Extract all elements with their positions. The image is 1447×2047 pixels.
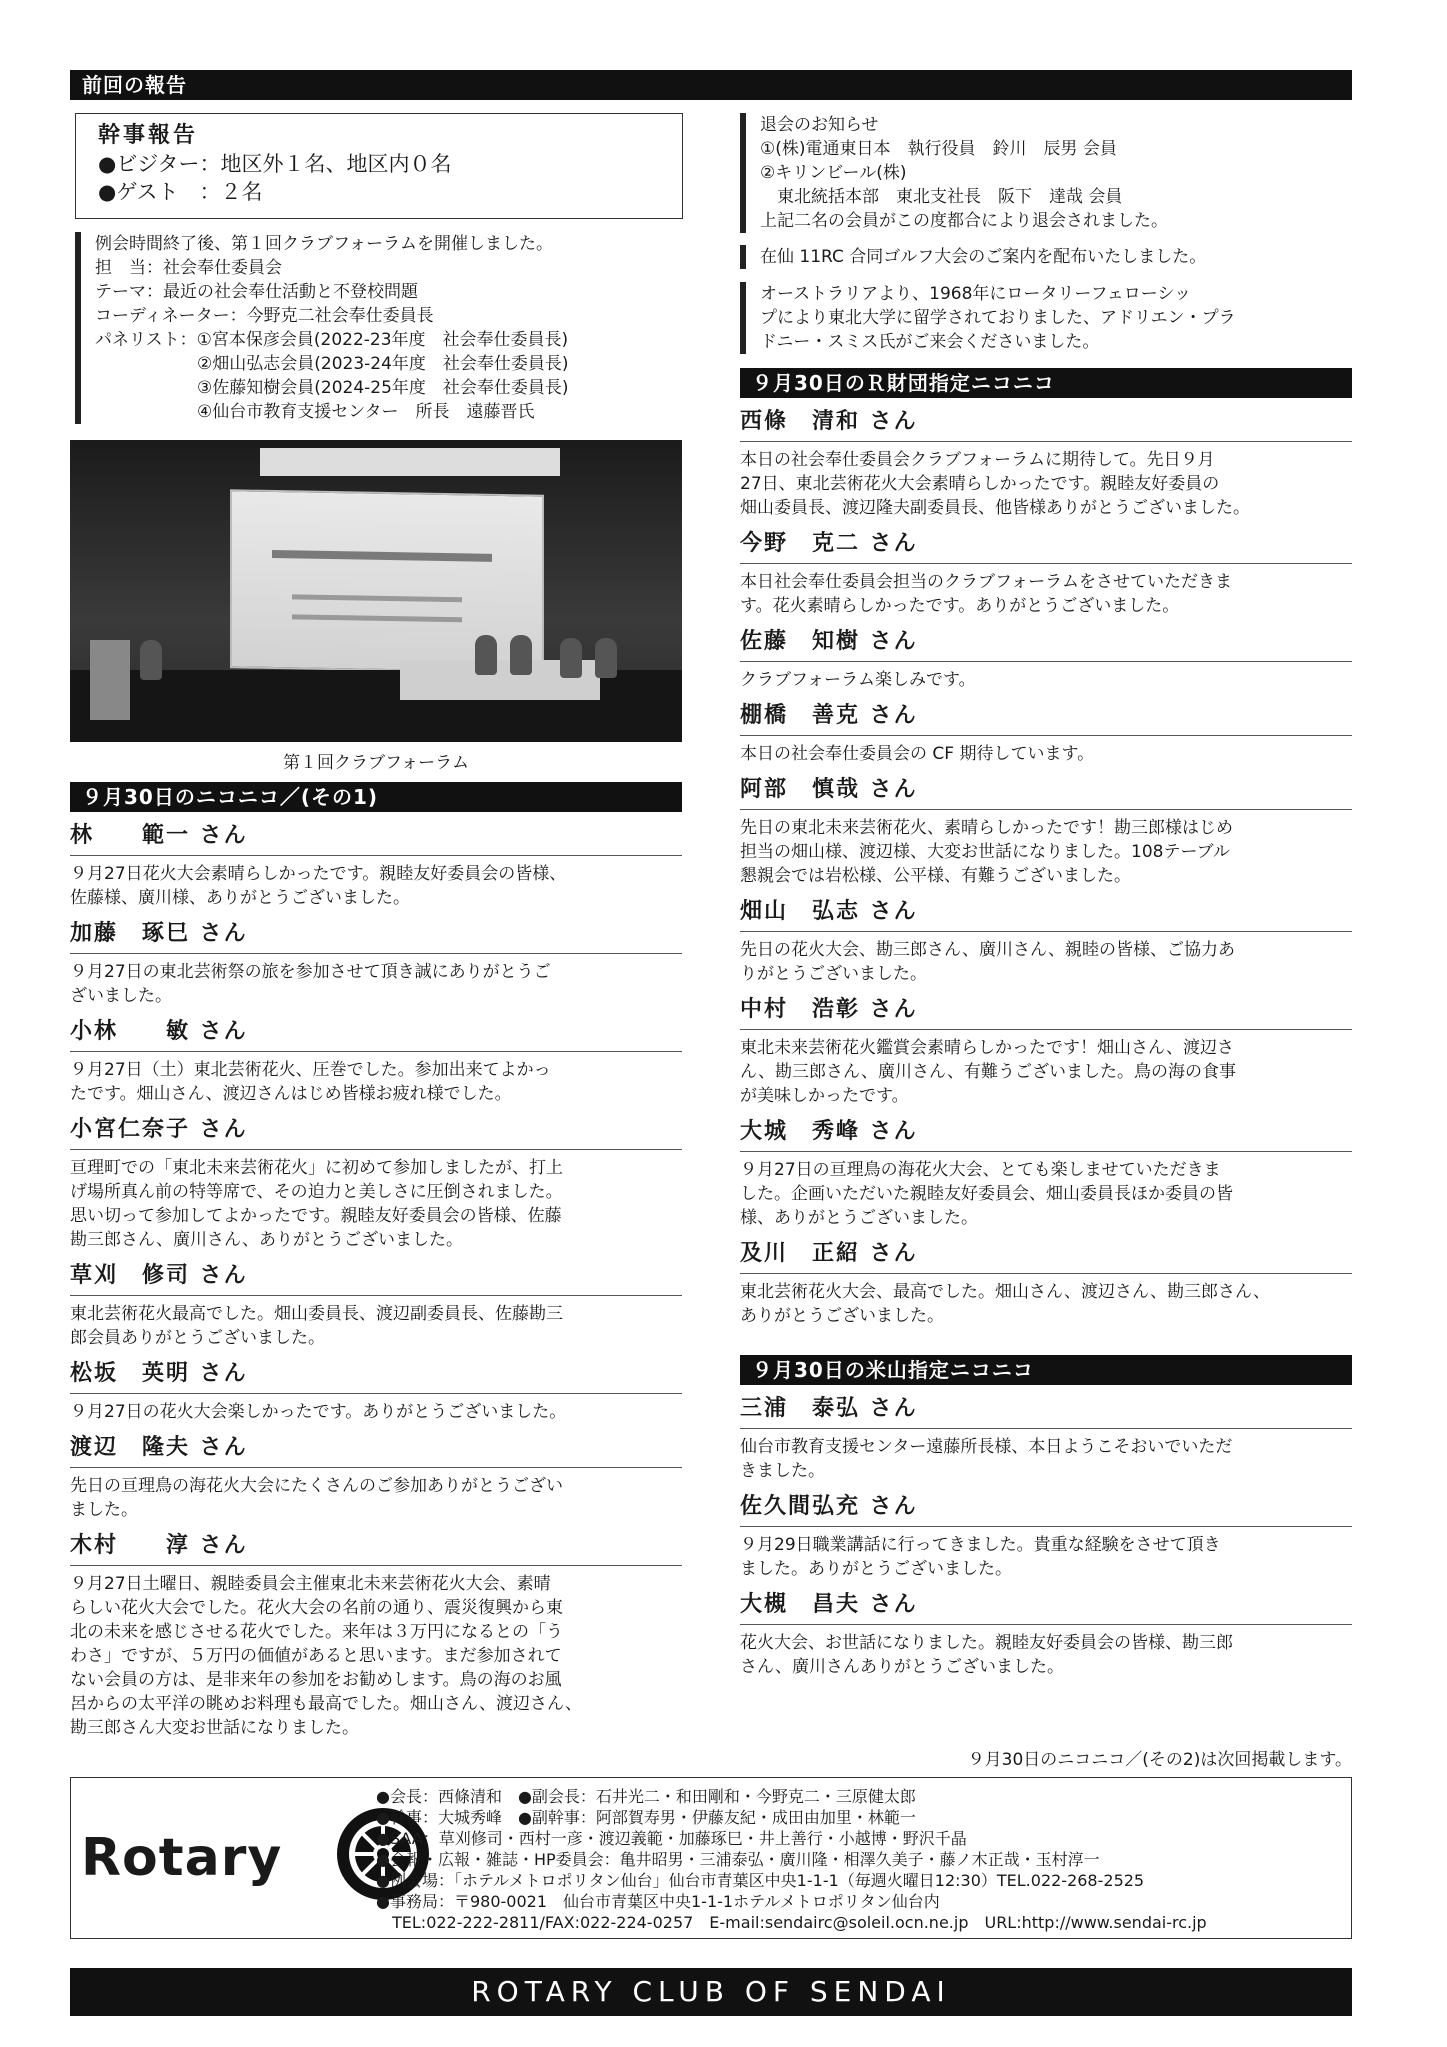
list-item xyxy=(740,1391,1352,1483)
forum-line: コーディネーター：今野克二社会奉仕委員長 xyxy=(95,306,434,326)
member-message: 東北未来芸術花火鑑賞会素晴らしかったです！畑山さん、渡辺さ ん、勘三郎さん、廣川さん、有難うございました。鳥の海の食事 が美味しかったです。 xyxy=(740,1038,1237,1106)
club-forum-info xyxy=(75,232,683,424)
australia-line: ドニー・スミス氏がご来会くださいました。 xyxy=(760,332,1100,352)
list-item xyxy=(740,1489,1352,1581)
member-name: 小宮仁奈子 さん xyxy=(70,1112,682,1150)
member-message: ９月27日の東北芸術祭の旅を参加させて頂き誠にありがとうご ざいました。 xyxy=(70,962,551,1006)
member-message: 本日社会奉仕委員会担当のクラブフォーラムをさせていただきま す。花火素晴らしかったです。ありがとうございました。 xyxy=(740,572,1232,616)
member-message: ９月27日（土）東北芸術花火、圧巻でした。参加出来てよかっ たです。畑山さん、渡辺さんはじめ皆様お疲れ様でした。 xyxy=(70,1060,551,1104)
list-item xyxy=(740,992,1352,1108)
nikoniko-part1-title: ９月30日のニコニコ／(その1) xyxy=(82,785,379,809)
footer-line: ●会報・広報・雑誌・HP委員会：亀井昭男・三浦泰弘・廣川隆・相澤久美子・藤ノ木正哉・玉村淳一 xyxy=(376,1850,1100,1869)
section-title-bar xyxy=(70,70,1352,100)
photo-caption: 第１回クラブフォーラム xyxy=(283,753,469,773)
member-name: 渡辺 隆夫 さん xyxy=(70,1430,682,1468)
club-forum-photo xyxy=(70,440,682,742)
nikoniko-part1-list xyxy=(70,812,682,1744)
forum-line: 担 当：社会奉仕委員会 xyxy=(95,258,282,278)
member-name: 加藤 琢巳 さん xyxy=(70,916,682,954)
list-item xyxy=(740,1236,1352,1328)
member-message: 亘理町での「東北未来芸術花火」に初めて参加しましたが、打上 げ場所真ん前の特等席で、その迫力と美しさに圧倒されました。 思い切って参加してよかったです。親睦友好委員会の皆様、佐藤 勘三郎さん、廣川さん、ありがとうございました。 xyxy=(70,1158,563,1250)
member-name: 佐藤 知樹 さん xyxy=(740,624,1352,662)
member-message: 本日の社会奉仕委員会クラブフォーラムに期待して。先日９月 27日、東北芸術花火大会素晴らしかったです。親睦友好委員の 畑山委員長、渡辺隆夫副委員長、他皆様ありがとうございました。 xyxy=(740,450,1250,518)
list-item xyxy=(70,818,682,910)
club-officers xyxy=(376,1786,1207,1933)
notice-line: ②キリンビール(株) xyxy=(760,163,907,183)
next-issue-note: ９月30日のニコニコ／(その2)は次回掲載します。 xyxy=(967,1750,1352,1770)
list-item xyxy=(740,698,1352,766)
member-message: クラブフォーラム楽しみです。 xyxy=(740,670,976,690)
club-name-bar xyxy=(70,1968,1352,2016)
forum-line: 例会時間終了後、第１回クラブフォーラムを開催しました。 xyxy=(95,234,553,254)
member-message: 東北芸術花火最高でした。畑山委員長、渡辺副委員長、佐藤勘三 郎会員ありがとうございました。 xyxy=(70,1304,563,1348)
list-item xyxy=(740,1114,1352,1230)
footer-line: ●幹事：大城秀峰 ●副幹事：阿部賀寿男・伊藤友紀・成田由加里・林範一 xyxy=(376,1808,916,1827)
notice-line: 退会のお知らせ xyxy=(760,115,879,135)
member-message: 先日の亘理鳥の海花火大会にたくさんのご参加ありがとうござい ました。 xyxy=(70,1476,563,1520)
member-name: 大城 秀峰 さん xyxy=(740,1114,1352,1152)
notice-line: ①(株)電通東日本 執行役員 鈴川 辰男 会員 xyxy=(760,139,1117,159)
member-message: 本日の社会奉仕委員会の CF 期待しています。 xyxy=(740,744,1095,764)
member-message: ９月27日花火大会素晴らしかったです。親睦友好委員会の皆様、 佐藤様、廣川様、ありがとうございました。 xyxy=(70,864,567,908)
list-item xyxy=(740,894,1352,986)
yoneyama-nikoniko-title: ９月30日の米山指定ニコニコ xyxy=(752,1358,1034,1382)
club-info-footer xyxy=(70,1777,1352,1939)
list-item xyxy=(70,1014,682,1106)
resignation-notice xyxy=(740,113,1352,233)
yoneyama-nikoniko-title-bar xyxy=(740,1355,1352,1385)
footer-line: ●SAA：草刈修司・西村一彦・渡辺義範・加藤琢巳・井上善行・小越博・野沢千晶 xyxy=(376,1829,967,1848)
nikoniko-part1-title-bar xyxy=(70,782,682,812)
stage-banner xyxy=(260,448,560,476)
member-message: ９月29日職業講話に行ってきました。貴重な経験をさせて頂き ました。ありがとうございました。 xyxy=(740,1535,1221,1579)
list-item xyxy=(740,1587,1352,1679)
forum-line: ④仙台市教育支援センター 所長 遠藤晋氏 xyxy=(95,402,535,422)
member-message: 先日の花火大会、勘三郎さん、廣川さん、親睦の皆様、ご協力あ りがとうございました。 xyxy=(740,940,1236,984)
golf-notice xyxy=(740,245,1352,269)
zaidan-nikoniko-title-bar xyxy=(740,368,1352,398)
visitor-line: ●ビジター：地区外１名、地区内０名 xyxy=(98,152,452,176)
notice-line: 東北統括本部 東北支社長 阪下 達哉 会員 xyxy=(760,187,1123,207)
list-item xyxy=(740,624,1352,692)
member-name: 今野 克二 さん xyxy=(740,526,1352,564)
member-message: 花火大会、お世話になりました。親睦友好委員会の皆様、勘三郎 さん、廣川さんありがとうございました。 xyxy=(740,1633,1233,1677)
australia-line: プにより東北大学に留学されておりました、アドリエン・プラ xyxy=(760,308,1236,328)
member-message: 先日の東北未来芸術花火、素晴らしかったです！勘三郎様はじめ 担当の畑山様、渡辺様、大変お世話になりました。108テーブル 懇親会では岩松様、公平様、有難うございました。 xyxy=(740,818,1233,886)
member-message: ９月27日土曜日、親睦委員会主催東北未来芸術花火大会、素晴 らしい花火大会でした。花火大会の名前の通り、震災復興から東 北の未来を感じさせる花火でした。来年は３万円になるとの「う わさ」ですが、５万円の価値があると思います。まだ参加されて ない会員の方は、是非来年の参加をお勧めします。鳥の海のお風 呂からの太平洋の眺めお料理も最高でした。畑山さん、渡辺さん、 勘三郎さん大変お世話になりました。 xyxy=(70,1574,583,1738)
member-name: 木村 淳 さん xyxy=(70,1528,682,1566)
australia-line: オーストラリアより、1968年にロータリーフェローシッ xyxy=(760,284,1192,304)
member-name: 畑山 弘志 さん xyxy=(740,894,1352,932)
zaidan-nikoniko-list xyxy=(740,398,1352,1332)
member-message: 東北芸術花火大会、最高でした。畑山さん、渡辺さん、勘三郎さん、 ありがとうございました。 xyxy=(740,1282,1271,1326)
list-item xyxy=(740,526,1352,618)
member-name: 草刈 修司 さん xyxy=(70,1258,682,1296)
footer-line: ●事務局：〒980-0021 仙台市青葉区中央1-1-1ホテルメトロポリタン仙台内 xyxy=(376,1892,940,1911)
member-name: 棚橋 善克 さん xyxy=(740,698,1352,736)
member-message: ９月27日の亘理鳥の海花火大会、とても楽しませていただきま した。企画いただいた親睦友好委員会、畑山委員長ほか委員の皆 様、ありがとうございました。 xyxy=(740,1160,1233,1228)
secretary-report-box xyxy=(75,113,683,219)
forum-line: ③佐藤知樹会員(2024-25年度 社会奉仕委員長) xyxy=(95,378,569,398)
footer-line: TEL:022-222-2811/FAX:022-224-0257 E-mail:sendairc@soleil.ocn.ne.jp URL:http://www.sendai-rc.jp xyxy=(376,1913,1207,1932)
member-name: 林 範一 さん xyxy=(70,818,682,856)
notice-line: 上記二名の会員がこの度都合により退会されました。 xyxy=(760,211,1168,231)
list-item xyxy=(740,772,1352,888)
section-title: 前回の報告 xyxy=(82,73,187,97)
member-name: 中村 浩彰 さん xyxy=(740,992,1352,1030)
podium xyxy=(90,640,130,720)
zaidan-nikoniko-title: ９月30日のＲ財団指定ニコニコ xyxy=(752,371,1055,395)
member-name: 阿部 慎哉 さん xyxy=(740,772,1352,810)
member-name: 大槻 昌夫 さん xyxy=(740,1587,1352,1625)
forum-line: パネリスト：①宮本保彦会員(2022-23年度 社会奉仕委員長) xyxy=(95,330,569,350)
member-name: 及川 正紹 さん xyxy=(740,1236,1352,1274)
list-item xyxy=(70,1430,682,1522)
guest-line: ●ゲスト ：２名 xyxy=(98,180,263,204)
member-name: 佐久間弘充 さん xyxy=(740,1489,1352,1527)
list-item xyxy=(70,1528,682,1740)
list-item xyxy=(70,916,682,1008)
member-message: ９月27日の花火大会楽しかったです。ありがとうございました。 xyxy=(70,1402,567,1422)
forum-line: ②畑山弘志会員(2023-24年度 社会奉仕委員長) xyxy=(95,354,569,374)
secretary-report-title: 幹事報告 xyxy=(98,123,199,148)
forum-line: テーマ：最近の社会奉仕活動と不登校問題 xyxy=(95,282,418,302)
yoneyama-nikoniko-list xyxy=(740,1385,1352,1683)
member-message: 仙台市教育支援センター遠藤所長様、本日ようこそおいでいただ きました。 xyxy=(740,1437,1233,1481)
footer-line: ●会長：西條清和 ●副会長：石井光二・和田剛和・今野克二・三原健太郎 xyxy=(376,1787,916,1806)
club-name: ROTARY CLUB OF SENDAI xyxy=(471,1975,951,2008)
member-name: 西條 清和 さん xyxy=(740,404,1352,442)
member-name: 松坂 英明 さん xyxy=(70,1356,682,1394)
footer-line: ●例会場：「ホテルメトロポリタン仙台」仙台市青葉区中央1-1-1（毎週火曜日12:30）TEL.022-268-2525 xyxy=(376,1871,1145,1890)
member-name: 小林 敏 さん xyxy=(70,1014,682,1052)
list-item xyxy=(70,1112,682,1252)
list-item xyxy=(70,1258,682,1350)
list-item xyxy=(70,1356,682,1424)
member-name: 三浦 泰弘 さん xyxy=(740,1391,1352,1429)
rotary-logo-text: Rotary xyxy=(81,1828,283,1888)
list-item xyxy=(740,404,1352,520)
golf-line: 在仙 11RC 合同ゴルフ大会のご案内を配布いたしました。 xyxy=(760,247,1207,267)
guest-visit-notice xyxy=(740,282,1352,354)
